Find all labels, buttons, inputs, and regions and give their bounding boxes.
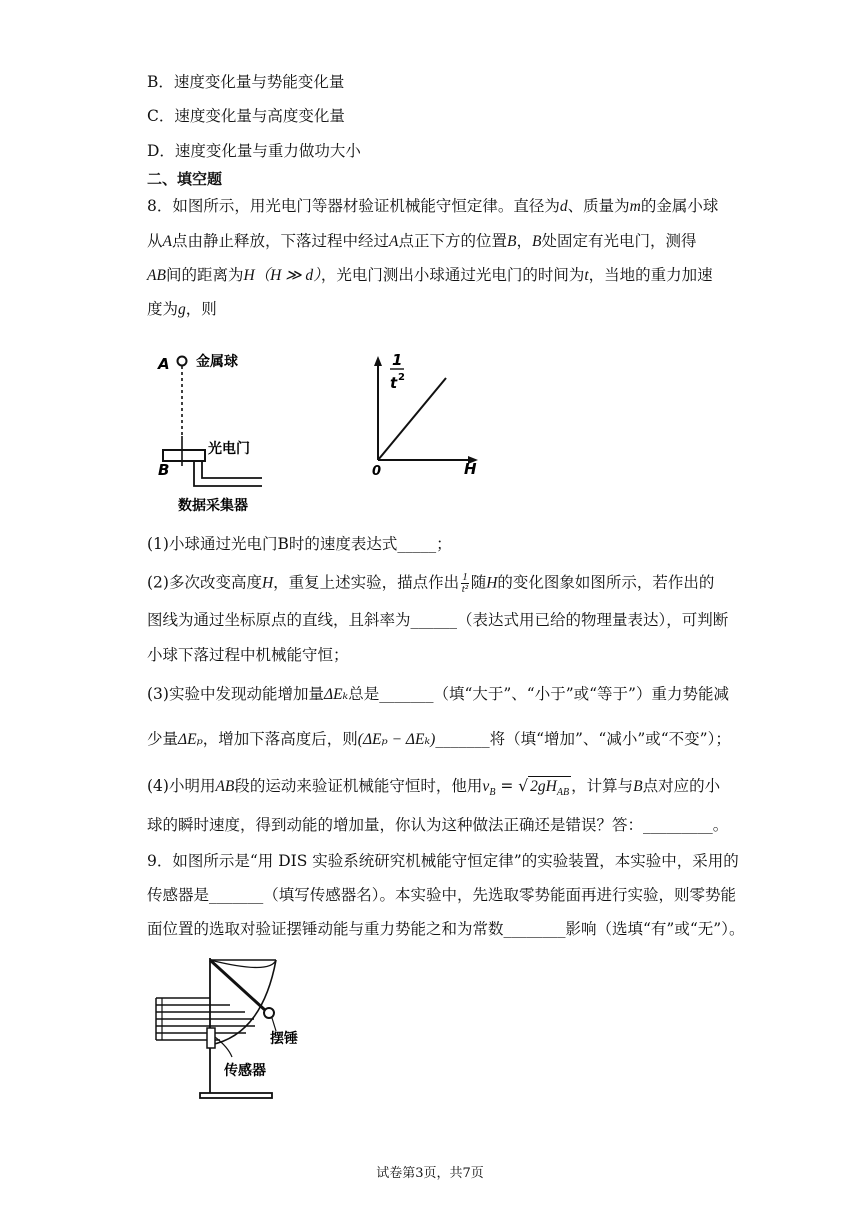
q8-part4-line2: 球的瞬时速度，得到动能的增加量，你认为这种做法正确还是错误？答：_________。: [147, 816, 729, 834]
photogate-figure: [150, 348, 280, 518]
graph-origin: 0: [372, 464, 382, 479]
fig1-label-a: A: [158, 355, 170, 373]
fig1-label-collector: 数据采集器: [178, 498, 248, 514]
pendulum-bob-icon: [264, 1008, 274, 1018]
q8-line2: 从A点由静止释放，下落过程中经过A点正下方的位置B，B处固定有光电门，测得: [147, 232, 697, 250]
option-d: D．速度变化量与重力做功大小: [147, 142, 361, 160]
graph-line: [378, 378, 446, 460]
q8-part3-line1: (3)实验中发现动能增加量ΔEₖ总是_______（填“大于”、“小于”或“等于”）重力势能减: [147, 685, 729, 703]
frac-1-over-t2: $\frac{1}{\text{t²}}$: [461, 571, 469, 595]
q9-line1: 9．如图所示是“用 DIS 实验系统研究机械能守恒定律”的实验装置，本实验中，采用的: [147, 852, 739, 870]
q8-part2-line2: 图线为通过坐标原点的直线，且斜率为______（表达式用已给的物理量表达），可判断: [147, 611, 729, 629]
sqrt-expression: $2gH_{AB}$: [528, 776, 571, 803]
sensor-icon: [207, 1028, 215, 1048]
option-c: C．速度变化量与高度变化量: [147, 107, 345, 125]
q9-line3: 面位置的选取对验证摆锤动能与重力势能之和为常数________影响（选填“有”或“无”）。: [147, 920, 745, 938]
page-footer: 试卷第3页，共7页: [376, 1166, 484, 1181]
graph-figure: [360, 348, 490, 480]
y-arrow-icon: [374, 356, 382, 366]
q8-line3: AB间的距离为H（H ≫ d），光电门测出小球通过光电门的时间为t，当地的重力加速: [147, 266, 713, 284]
fig3-label-sensor: 传感器: [224, 1063, 266, 1079]
q8-part4-line1: (4)小明用AB段的运动来验证机械能守恒时，他用$v_B$ = √ $2gH_{AB}$ ，计算与B点对应的小: [147, 776, 720, 803]
q8-line4: 度为g，则: [147, 300, 217, 318]
q9-line2: 传感器是_______（填写传感器名）。本实验中，先选取零势能面再进行实验，则零势能: [147, 886, 737, 904]
option-b: B．速度变化量与势能变化量: [147, 73, 345, 91]
section-title: 二、填空题: [147, 170, 223, 188]
graph-y-den: t: [390, 374, 398, 392]
metal-ball-icon: [178, 357, 187, 366]
pendulum-figure: [150, 955, 310, 1110]
fig1-label-gate: 光电门: [208, 441, 250, 457]
photogate-icon: [163, 450, 205, 461]
q8-part2-line1: (2)多次改变高度H，重复上述实验，描点作出 $\frac{1}{\text{t²}}$ 随H的变化图象如图所示，若作出的: [147, 571, 715, 595]
q8-line1: 8．如图所示，用光电门等器材验证机械能守恒定律。直径为d、质量为m的金属小球: [147, 197, 719, 215]
graph-y-num: 1: [392, 351, 403, 369]
fig3-label-pendulum: 摆锤: [270, 1031, 298, 1047]
fig1-label-ball: 金属球: [196, 354, 238, 370]
graph-x-label: H: [464, 460, 477, 478]
graph-y-exp: 2: [398, 372, 405, 383]
q8-part1: (1)小球通过光电门B时的速度表达式_____；: [147, 535, 452, 553]
fig1-label-b: B: [158, 461, 170, 479]
q8-part3-line2: 少量ΔEₚ，增加下落高度后，则(ΔEₚ − ΔEₖ)_______将（填“增加”、“减小”或“不变”）；: [147, 730, 731, 748]
q8-part2-line3: 小球下落过程中机械能守恒；: [147, 646, 349, 664]
